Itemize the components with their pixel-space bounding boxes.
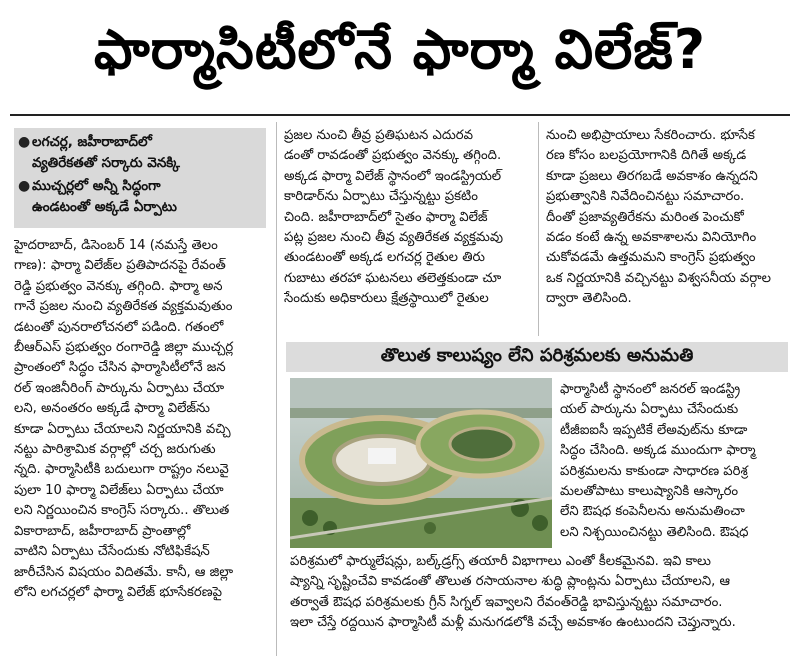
text-line: నుంచి అభిప్రాయాలు సేకరించారు. భూసేక bbox=[546, 128, 755, 143]
text-line: కూడా ఏర్పాటు చేయాలని నిర్ణయానికి వచ్చి bbox=[14, 421, 231, 437]
text-line: రణ కోసం బలప్రయోగానికి దిగితే అక్కడ bbox=[546, 148, 747, 164]
text-line: తర్వాతే ఔషధ పరిశ్రమలకు గ్రీన్ సిగ్నల్ ఇవ్వాలని రేవంత్‌రెడ్డి భావిస్తున్నట్టు సమాచారం. bbox=[290, 594, 723, 610]
text-line: సేందుకు అధికారులు క్షేత్రస్థాయిలో రైతుల bbox=[284, 291, 489, 307]
text-line: దీంతో ప్రజావ్యతిరేకను మరింత పెంచుకో bbox=[546, 209, 744, 225]
text-line: అక్కడ ఫార్మా విలేజ్ స్థానంలో ఇండస్ట్రియల్ bbox=[284, 168, 502, 184]
highlight-line: ఉండటంతో అక్కడే ఏర్పాటు bbox=[32, 199, 177, 215]
text-line: ఫార్మాసిటీ స్థానంలో జనరల్ ఇండస్ట్రి bbox=[560, 382, 741, 397]
sub-article-right bbox=[560, 380, 790, 546]
text-line: లేని ఔషధ కంపెనీలను అనుమతించా bbox=[560, 504, 745, 520]
text-line: కారిడార్‌ను ఏర్పాటు చేస్తున్నట్టు ప్రకటిం bbox=[284, 189, 478, 205]
text-line: లోని లగచర్లలో ఫార్మా విలేజ్ భూసేకరణపై bbox=[14, 584, 222, 600]
text-line: బీఆర్‌ఎస్ ప్రభుత్వం రంగారెడ్డి జిల్లా ముచ్చర్ల bbox=[14, 340, 234, 356]
highlight-line: వ్యతిరేకతతో సర్కారు వెనక్కి bbox=[32, 155, 180, 171]
text-line: నట్టు పారిశ్రామిక వర్గాల్లో చర్చ జరుగుతు bbox=[14, 442, 216, 458]
headline: ఫార్మాసిటీలోనే ఫార్మా విలేజ్? bbox=[93, 17, 707, 81]
text-line: మలతోపాటు కాలుష్యానికి ఆస్కారం bbox=[560, 484, 739, 500]
text-line: ప్రాంతంలో సిద్ధం చేసిన ఫార్మాసిటీలోనే జన bbox=[14, 360, 226, 376]
text-line: లని నిశ్చయించినట్టు తెలిసింది. ఔషధ bbox=[560, 524, 749, 540]
column-divider bbox=[276, 122, 277, 656]
text-line: పరిశ్రమలో ఫార్ములేషన్లు, బల్క్‌డ్రగ్స్ తయారీ విభాగాలు ఎంతో కీలకమైనవి. ఇవి కాలు bbox=[290, 554, 711, 569]
text-line: రల్ ఇంజినీరింగ్ పార్కును ఏర్పాటు చేయా bbox=[14, 380, 225, 396]
text-line: పరిశ్రమలను కాకుండా సాధారణ పరిశ్ర bbox=[560, 463, 748, 479]
text-line: లని, అనంతరం అక్కడే ఫార్మా విలేజ్‌ను bbox=[14, 401, 210, 417]
text-line: సిద్ధం చేసింది. అక్కడ ముందుగా ఫార్మా bbox=[560, 443, 756, 459]
text-line: కూడా ప్రజలు తిరగబడే అవకాశం ఉన్నదని bbox=[546, 168, 758, 184]
column-divider bbox=[538, 122, 539, 336]
text-line: ష్యాన్ని సృష్టించేవి కావడంతో తొలుత రసాయనాల శుద్ధి ప్లాంట్లను ఏర్పాటు చేయాలని, ఆ bbox=[290, 574, 731, 590]
text-line: ఇలా చేస్తే రద్దయిన ఫార్మాసిటీ మళ్లీ మనుగడలోకి వచ్చే అవకాశం ఉంటుందని చెప్తున్నారు. bbox=[290, 615, 736, 631]
text-line: తుండటంతో అక్కడ లగచర్ల రైతుల తిరు bbox=[284, 250, 485, 266]
text-line: గానే ప్రజల నుంచి వ్యతిరేకత వ్యక్తమవుతుం bbox=[14, 299, 233, 315]
bullet-icon: ● bbox=[18, 178, 31, 194]
text-line: ఒక నిర్ణయానికి వచ్చినట్టు విశ్వసనీయ వర్గాల bbox=[546, 270, 771, 286]
text-line: టీజీఐఐసీ ఇప్పటికే లేఅవుట్‌ను కూడా bbox=[560, 422, 748, 438]
text-line: రెడ్డి ప్రభుత్వం వెనక్కు తగ్గింది. ఫార్మా అన bbox=[14, 278, 223, 294]
text-line: పులా 10 ఫార్మా విలేజ్‌లు ఏర్పాటు చేయా bbox=[14, 482, 224, 498]
text-line: వడం కంటే ఉన్న అవకాశాలను వినియోగిం bbox=[546, 230, 757, 246]
text-line: ప్రజల నుంచి తీవ్ర ప్రతిఘటన ఎదురవ bbox=[284, 128, 473, 143]
text-line: చుకోవడమే ఉత్తమమని కాంగ్రెస్ ప్రభుత్వం bbox=[546, 250, 756, 266]
text-line: జారీచేసిన విషయం విదితమే. కానీ, ఆ జిల్లా bbox=[14, 564, 234, 580]
headline-rule bbox=[10, 114, 790, 116]
highlights-box bbox=[14, 128, 266, 228]
text-line: డంతో రావడంతో ప్రభుత్వం వెనక్కు తగ్గింది. bbox=[284, 148, 502, 164]
article-column-2 bbox=[284, 126, 532, 336]
text-line: గాణ): ఫార్మా విలేజ్‌ల ప్రతిపాదనపై రేవంత్ bbox=[14, 258, 226, 274]
text-line: డటంతో పునరాలోచనలో పడింది. గతంలో bbox=[14, 319, 224, 335]
pharma-city-aerial-photo bbox=[290, 378, 552, 548]
article-column-1 bbox=[14, 236, 270, 656]
text-line: ద్వారా తెలిసింది. bbox=[546, 291, 632, 307]
text-line: యల్ పార్కును ఏర్పాటు చేసేందుకు bbox=[560, 402, 739, 418]
highlight-line: లగచర్ల, జహీరాబాద్‌లో bbox=[32, 134, 152, 150]
sub-headline: తొలుత కాలుష్యం లేని పరిశ్రమలకు అనుమతి bbox=[286, 342, 788, 372]
text-line: ప్రభుత్వానికి నివేదించినట్టు సమాచారం. bbox=[546, 189, 745, 205]
text-line: వాటిని ఏర్పాటు చేసేందుకు నోటిఫికేషన్ bbox=[14, 544, 210, 560]
sub-article-bottom bbox=[290, 552, 790, 658]
text-line: లని నిర్ణయించిన కాంగ్రెస్ సర్కారు.. తొలుత bbox=[14, 503, 230, 519]
text-line: హైదరాబాద్, డిసెంబర్ 14 (నమస్తే తెలం bbox=[14, 238, 218, 253]
text-line: పట్ల ప్రజల నుంచి తీవ్ర వ్యతిరేకత వ్యక్తమవు bbox=[284, 230, 503, 246]
highlight-item bbox=[18, 132, 262, 174]
text-line: న్నది. ఫార్మాసిటీకి బదులుగా రాష్ట్రం నలువై bbox=[14, 462, 229, 478]
article-column-3 bbox=[546, 126, 788, 336]
highlight-line: ముచ్చర్లలో అన్నీ సిద్ధంగా bbox=[32, 178, 161, 194]
text-line: చింది. జహీరాబాద్‌లో సైతం ఫార్మా విలేజ్ bbox=[284, 209, 488, 225]
bullet-icon: ● bbox=[18, 134, 31, 150]
text-line: గుబాటు తరహా ఘటనలు తలెత్తకుండా చూ bbox=[284, 270, 502, 286]
text-line: వికారాబాద్, జహీరాబాద్ ప్రాంతాల్లో bbox=[14, 523, 191, 539]
highlight-item bbox=[18, 176, 262, 218]
